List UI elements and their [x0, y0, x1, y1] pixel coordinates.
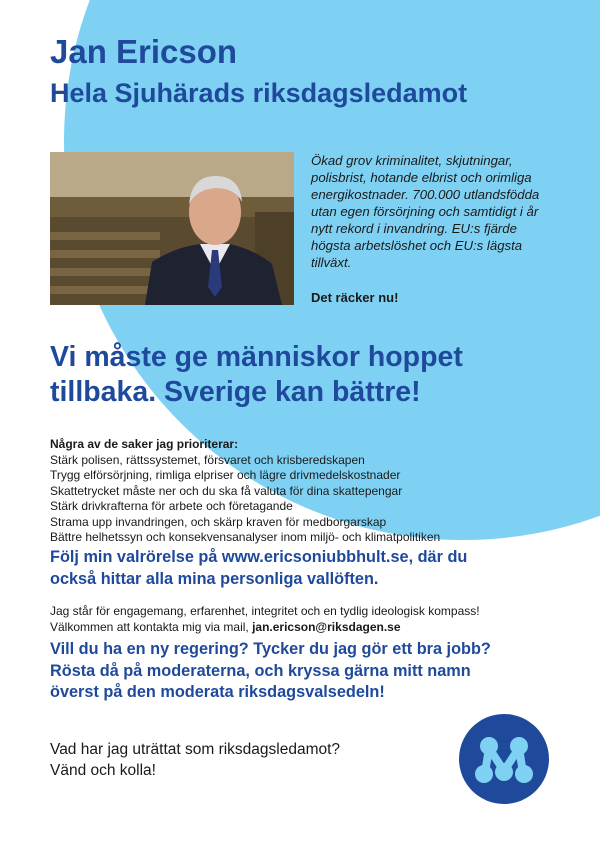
values-line: Jag står för engagemang, erfarenhet, integritet och en tydlig ideologisk kompass!: [50, 604, 480, 618]
headline-line-2: tillbaka. Sverige kan bättre!: [50, 376, 421, 408]
vote-line-2: Rösta då på moderaterna, och kryssa gärna mitt namn: [50, 661, 471, 680]
priority-item: Bättre helhetssyn och konsekvensanalyser inom miljö- och klimatpolitiken: [50, 530, 441, 544]
moderaterna-m-logo-icon: [459, 714, 549, 804]
accomplishments-prompt: [50, 739, 340, 781]
vote-line-1: Vill du ha en ny regering? Tycker du jag gör ett bra jobb?: [50, 640, 491, 658]
vote-line-3: överst på den moderata riksdagsvalsedeln!: [50, 683, 385, 701]
priority-item: Stärk polisen, rättssystemet, försvaret och krisberedskapen: [50, 452, 365, 467]
candidate-name: Jan Ericson: [50, 33, 238, 70]
intro-text: Ökad grov kriminalitet, skjutningar, polisbrist, hotande elbrist och orimliga energikostnader. 700.000 utlandsfödda utan egen försörjning och samtidigt i år nytt rekord i invandring. EU:s fjärde högsta arbetslöshet och EU:s lägsta tillväxt.: [311, 153, 540, 270]
priority-item: Trygg elförsörjning, rimliga elpriser och lägre drivmedelskostnader: [50, 468, 401, 482]
priorities-title: Några av de saker jag prioriterar:: [50, 437, 239, 451]
priorities-section: [50, 437, 570, 546]
candidate-role: Hela Sjuhärads riksdagsledamot: [50, 78, 468, 108]
headline: [50, 340, 463, 410]
follow-campaign-text: [50, 547, 467, 590]
portrait-photo: [50, 152, 294, 305]
priority-item: Skattetrycket måste ner och du ska få valuta för dina skattepengar: [50, 483, 403, 498]
headline-line-1: Vi måste ge människor hoppet: [50, 341, 463, 373]
priorities-list: [50, 453, 570, 546]
accomplishments-line-2: Vänd och kolla!: [50, 762, 156, 779]
contact-prefix: Välkommen att kontakta mig via mail,: [50, 619, 253, 634]
follow-line-1: Följ min valrörelse på www.ericsoniubbhult.se, där du: [50, 548, 468, 566]
priority-item: Strama upp invandringen, och skärp kraven för medborgarskap: [50, 514, 387, 529]
priority-item: Stärk drivkrafterna för arbete och företagande: [50, 499, 293, 513]
follow-line-2: också hittar alla mina personliga vallöften.: [50, 569, 379, 588]
contact-email: jan.ericson@riksdagen.se: [252, 619, 401, 634]
intro-tagline: Det räcker nu!: [311, 290, 399, 305]
vote-appeal: [50, 639, 491, 704]
values-contact-text: [50, 604, 480, 635]
accomplishments-line-1: Vad har jag uträttat som riksdagsledamot?: [50, 741, 341, 758]
